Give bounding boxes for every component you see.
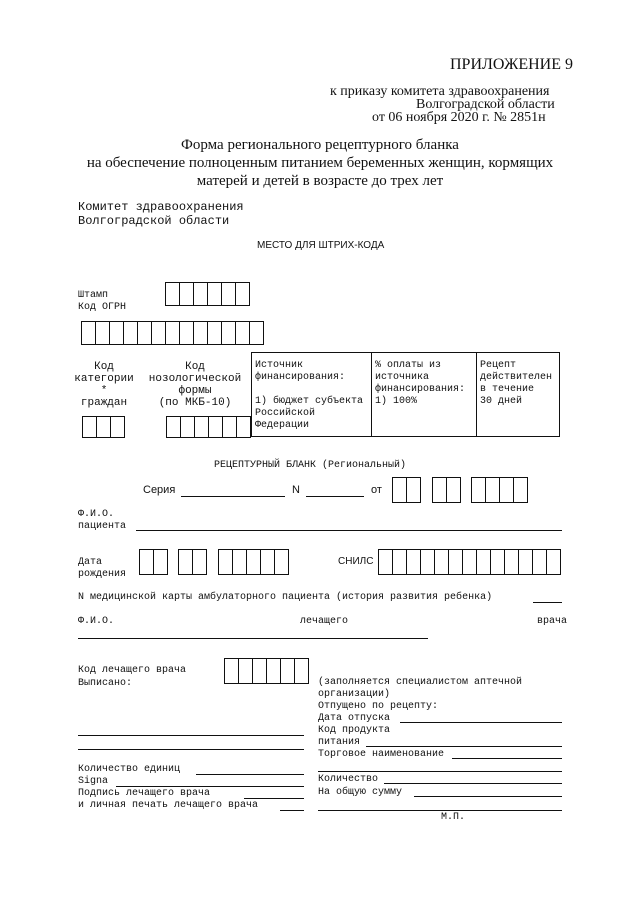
birth-date-label-1: Дата <box>78 557 103 568</box>
product-code-label-2: питания <box>318 737 361 748</box>
units-field[interactable] <box>196 774 304 775</box>
product-code-field[interactable] <box>366 746 562 747</box>
category-label-3: * <box>100 385 108 397</box>
trade-name-field-2[interactable] <box>318 771 562 772</box>
med-card-field[interactable] <box>533 602 562 603</box>
dispense-date-label: Дата отпуска <box>318 713 391 724</box>
doctor-name-field[interactable] <box>78 638 428 639</box>
nosology-label-4: (по МКБ-10) <box>158 397 232 409</box>
nosology-label-3: формы <box>178 385 212 397</box>
seal-place-label: М.П. <box>441 812 466 823</box>
seal-field[interactable] <box>280 810 304 811</box>
patient-name-label-2: пациента <box>78 521 127 532</box>
ogrn-label: Код ОГРН <box>78 302 127 313</box>
order-line-2: Волгоградской области <box>416 97 555 112</box>
quantity-label: Количество <box>318 774 379 785</box>
signature-field[interactable] <box>244 798 304 799</box>
signa-field[interactable] <box>116 786 304 787</box>
trade-name-field[interactable] <box>452 758 562 759</box>
quantity-field[interactable] <box>384 783 562 784</box>
number-field[interactable] <box>306 496 364 497</box>
category-label-1: Код <box>94 361 114 373</box>
total-field[interactable] <box>414 796 562 797</box>
ogrn-top-cells[interactable] <box>165 282 250 306</box>
dispense-date-field[interactable] <box>400 722 562 723</box>
doctor-code-label: Код лечащего врача <box>78 665 187 676</box>
form-title-line-2: на обеспечение полноценным питанием беременных женщин, кормящих <box>86 155 554 171</box>
prescription-line-2[interactable] <box>78 749 304 750</box>
committee-line-1: Комитет здравоохранения <box>78 200 244 214</box>
patient-name-label-1: Ф.И.О. <box>78 509 115 520</box>
signa-label: Signa <box>78 776 109 787</box>
snils-cells[interactable] <box>378 549 561 575</box>
issued-label: Выписано: <box>78 678 133 689</box>
category-label-4: граждан <box>80 397 128 409</box>
category-label-2: категории <box>74 373 134 385</box>
appendix-number: ПРИЛОЖЕНИЕ 9 <box>450 56 574 73</box>
from-label: от <box>371 484 382 496</box>
series-label: Серия <box>143 484 176 496</box>
blank-title: РЕЦЕПТУРНЫЙ БЛАНК (Региональный) <box>214 460 407 471</box>
number-label: N <box>292 484 300 496</box>
form-title-line-1: Форма регионального рецептурного бланка <box>181 137 459 153</box>
birth-day-cells[interactable] <box>139 549 168 575</box>
nosology-label-1: Код <box>185 361 205 373</box>
pharmacy-note-1: (заполняется специалистом аптечной <box>318 677 523 688</box>
birth-year-cells[interactable] <box>218 549 289 575</box>
barcode-placeholder: МЕСТО ДЛЯ ШТРИХ-КОДА <box>257 240 385 251</box>
nosology-label-2: нозологической <box>148 373 242 385</box>
birth-month-cells[interactable] <box>178 549 207 575</box>
committee-line-2: Волгоградской области <box>78 214 230 228</box>
total-field-2[interactable] <box>318 810 562 811</box>
order-line-1: к приказу комитета здравоохранения <box>330 84 550 99</box>
form-title-line-3: матерей и детей в возрасте до трех лет <box>196 173 444 189</box>
stamp-label: Штамп <box>78 290 109 301</box>
funding-divider-1 <box>371 352 372 436</box>
doctor-mid-label: лечащего <box>300 616 349 627</box>
units-label: Количество единиц <box>78 764 181 775</box>
doctor-fio-label: Ф.И.О. <box>78 616 115 627</box>
category-cells[interactable] <box>82 416 125 438</box>
prescription-validity: Рецепт действителен в течение 30 дней <box>480 360 553 407</box>
issue-year-cells[interactable] <box>471 477 528 503</box>
funding-divider-2 <box>476 352 477 436</box>
order-line-3: от 06 ноября 2020 г. № 2851н <box>372 110 546 125</box>
dispensed-label: Отпущено по рецепту: <box>318 701 439 712</box>
issue-month-cells[interactable] <box>432 477 461 503</box>
total-label: На общую сумму <box>318 787 403 798</box>
funding-source: Источник финансирования: 1) бюджет субъекта Российской Федерации <box>255 360 364 431</box>
med-card-label: N медицинской карты амбулаторного пациента (история развития ребенка) <box>78 592 493 603</box>
trade-name-label: Торговое наименование <box>318 749 445 760</box>
seal-label: и личная печать лечащего врача <box>78 800 259 811</box>
funding-percent: % оплаты из источника финансирования: 1) 100% <box>375 360 466 407</box>
snils-label: СНИЛС <box>338 556 374 567</box>
prescription-line-1[interactable] <box>78 735 304 736</box>
series-field[interactable] <box>181 496 285 497</box>
doctor-code-cells[interactable] <box>224 658 309 684</box>
pharmacy-note-2: организации) <box>318 689 391 700</box>
doctor-right-label: врача <box>537 616 568 627</box>
product-code-label-1: Код продукта <box>318 725 391 736</box>
issue-day-cells[interactable] <box>392 477 421 503</box>
nosology-cells[interactable] <box>166 416 251 438</box>
signature-label: Подпись лечащего врача <box>78 788 211 799</box>
patient-name-field[interactable] <box>136 530 562 531</box>
ogrn-cells[interactable] <box>81 321 264 345</box>
birth-date-label-2: рождения <box>78 569 127 580</box>
